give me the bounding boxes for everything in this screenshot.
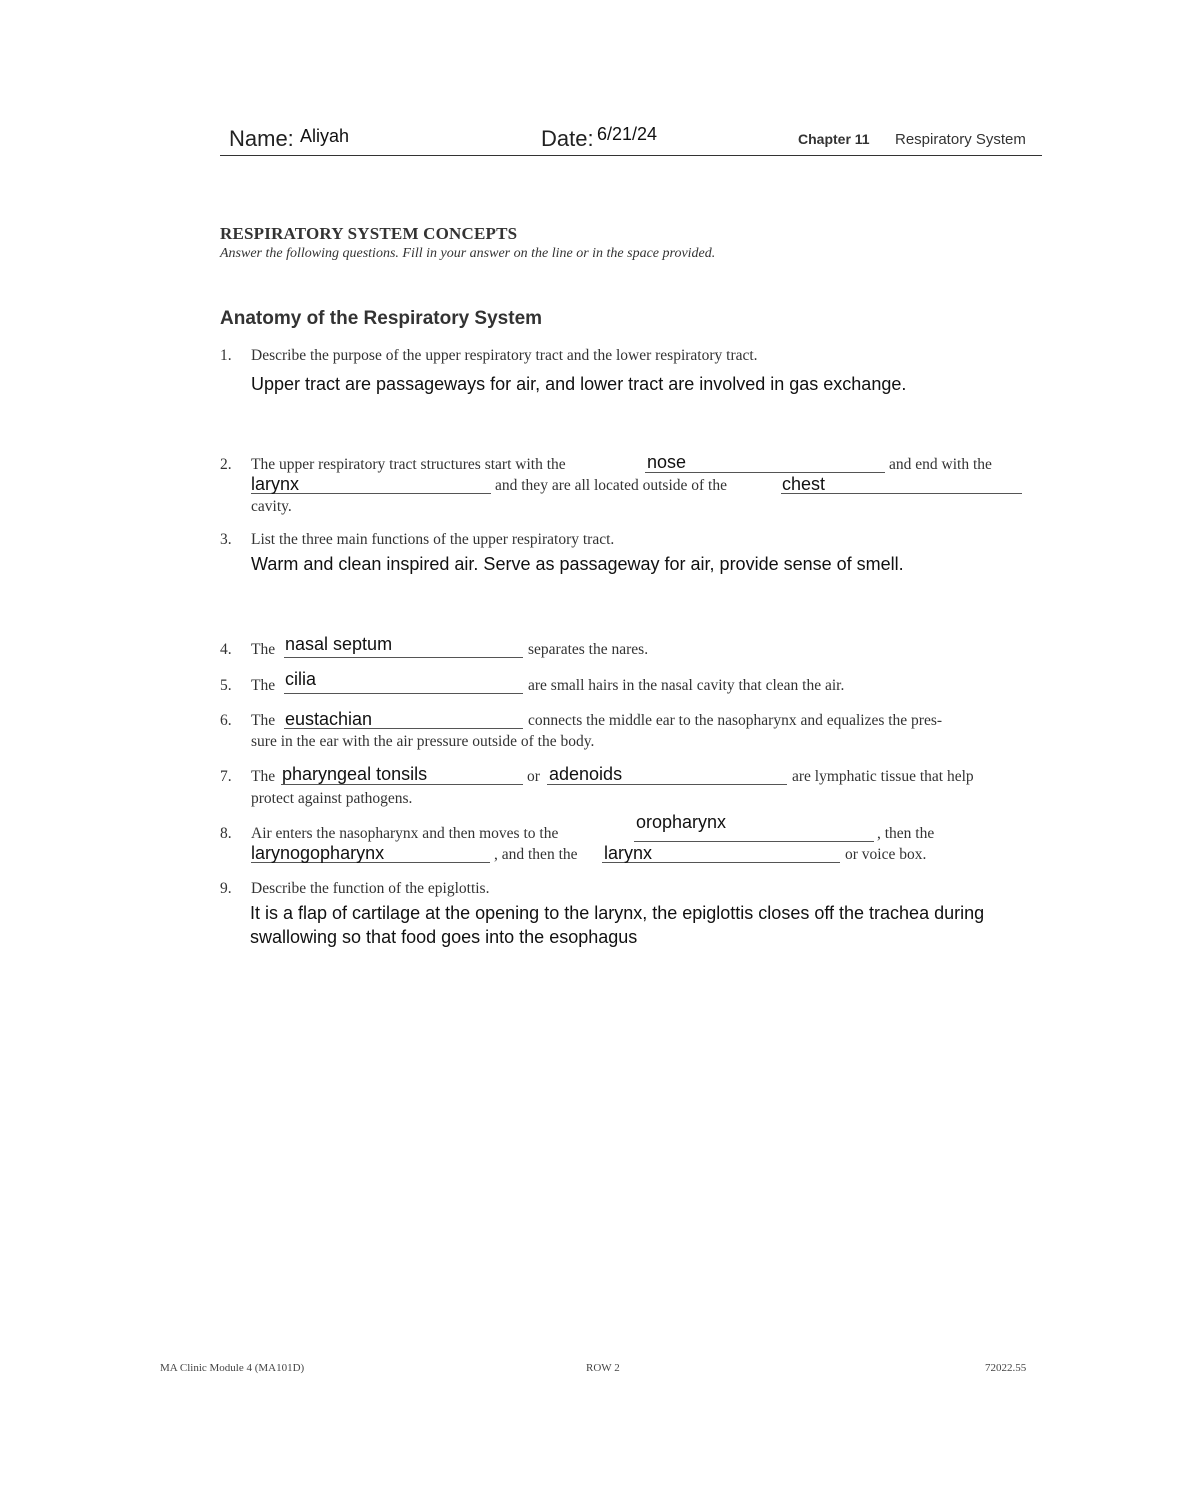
q4-number: 4. [220, 641, 232, 658]
q6-text-a: The [251, 712, 276, 729]
q9-text: Describe the function of the epiglottis. [251, 880, 490, 897]
q7-text-a: The [251, 768, 276, 785]
chapter-label: Chapter 11 [798, 131, 870, 147]
q2-text-b: and end with the [889, 456, 992, 473]
q6-text-b: connects the middle ear to the nasopharynx and equalizes the pres- [528, 712, 943, 729]
q8-number: 8. [220, 825, 232, 842]
q5-number: 5. [220, 677, 232, 694]
q3-answer[interactable]: Warm and clean inspired air. Serve as passageway for air, provide sense of smell. [251, 554, 904, 574]
q6-number: 6. [220, 712, 232, 729]
q7-number: 7. [220, 768, 232, 785]
q5-blank1-line [284, 693, 523, 694]
q2-blank1[interactable]: nose [647, 452, 687, 472]
q4-blank1-line [284, 657, 523, 658]
q2-text-a: The upper respiratory tract structures start with the [251, 456, 566, 473]
q9-answer-line2[interactable]: swallowing so that food goes into the esophagus [250, 927, 638, 947]
q4-text-b: separates the nares. [528, 641, 649, 658]
q3-number: 3. [220, 531, 232, 548]
q8-text-c: , and then the [494, 846, 578, 863]
q9-answer-line1[interactable]: It is a flap of cartilage at the opening to the larynx, the epiglottis closes off the trachea during [250, 903, 985, 923]
q9-number: 9. [220, 880, 232, 897]
q5-blank1[interactable]: cilia [285, 669, 317, 689]
q8-blank3[interactable]: larynx [604, 843, 653, 863]
q6-blank1[interactable]: eustachian [285, 709, 373, 729]
header-divider [220, 155, 1042, 156]
q7-text-b: or [527, 768, 540, 785]
q8-text-d: or voice box. [845, 846, 927, 863]
q7-blank2[interactable]: adenoids [549, 764, 623, 784]
q8-text-a: Air enters the nasopharynx and then moves to the [251, 825, 559, 842]
q2-blank2[interactable]: larynx [251, 474, 300, 494]
q4-text-a: The [251, 641, 276, 658]
q8-blank1-line [634, 841, 874, 842]
name-value[interactable]: Aliyah [300, 126, 350, 146]
section-subheading: Anatomy of the Respiratory System [220, 308, 543, 329]
q1-answer[interactable]: Upper tract are passageways for air, and lower tract are involved in gas exchange. [251, 374, 907, 394]
q2-number: 2. [220, 456, 232, 473]
q4-blank1[interactable]: nasal septum [285, 634, 393, 654]
q8-blank1[interactable]: oropharynx [636, 812, 727, 832]
date-label: Date: [541, 126, 594, 151]
q7-text-c: are lymphatic tissue that help [792, 768, 974, 785]
q8-text-b: , then the [877, 825, 935, 842]
footer-code: 72022.55 [985, 1362, 1027, 1374]
q8-blank2[interactable]: larynogopharynx [251, 843, 385, 863]
date-value[interactable]: 6/21/24 [597, 124, 658, 144]
q5-text-a: The [251, 677, 276, 694]
q1-text: Describe the purpose of the upper respiratory tract and the lower respiratory tract. [251, 347, 758, 364]
section-title: RESPIRATORY SYSTEM CONCEPTS [220, 224, 518, 243]
q7-blank1[interactable]: pharyngeal tonsils [282, 764, 428, 784]
q1-number: 1. [220, 347, 232, 364]
q2-text-c: and they are all located outside of the [495, 477, 727, 494]
q2-blank3[interactable]: chest [782, 474, 826, 494]
q3-text: List the three main functions of the upper respiratory tract. [251, 531, 615, 548]
section-instructions: Answer the following questions. Fill in your answer on the line or in the space provided. [220, 246, 716, 261]
name-label: Name: [229, 126, 294, 151]
q6-text-c: sure in the ear with the air pressure outside of the body. [251, 733, 595, 750]
q2-text-d: cavity. [251, 498, 292, 515]
footer-course: MA Clinic Module 4 (MA101D) [160, 1362, 305, 1374]
q5-text-b: are small hairs in the nasal cavity that clean the air. [528, 677, 845, 694]
footer-row: ROW 2 [586, 1362, 620, 1374]
chapter-title: Respiratory System [895, 131, 1026, 148]
q7-text-d: protect against pathogens. [251, 790, 413, 807]
